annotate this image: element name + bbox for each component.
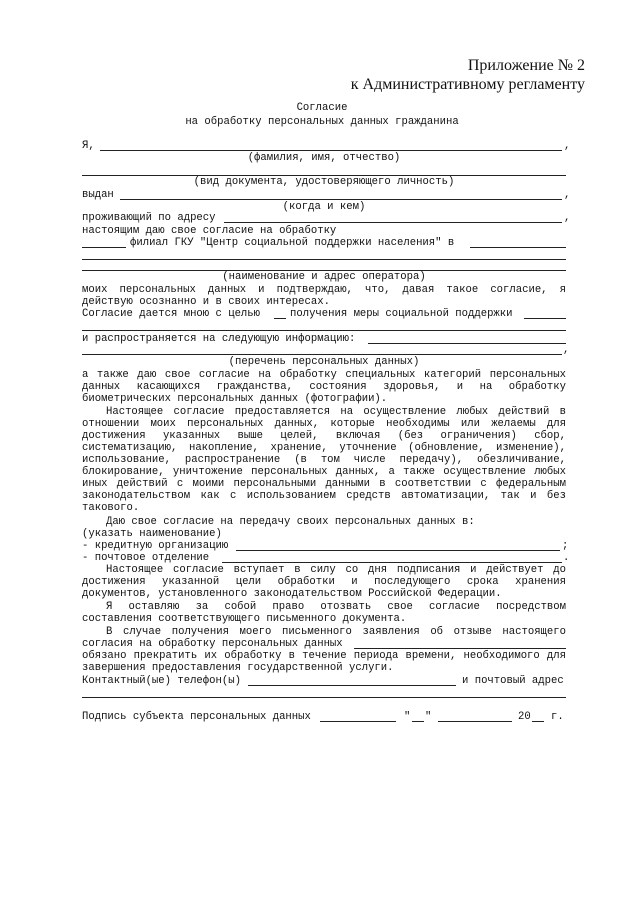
year-suffix: г. [551,711,564,723]
operator-caption: (наименование и адрес оператора) [222,271,426,283]
credit-label: - кредитную организацию [82,540,229,552]
postal-label: и почтовый адрес [462,675,564,687]
consent-paragraph-line-2: действую осознанно и в своих интересах. [82,296,330,308]
postal-address-line[interactable] [82,697,566,698]
distribute-line[interactable] [368,343,566,344]
distribute-label: и распространяется на следующую информацию: [82,333,356,345]
fio-caption: (фамилия, имя, отчество) [247,152,401,164]
credit-semicolon: ; [562,540,569,552]
purpose-label: Согласие дается мною с целью [82,308,261,320]
purpose-line-2[interactable] [82,330,566,331]
revoke-line-1: Я оставляю за собой право отозвать свое согласие посредством [106,601,566,613]
when-caption: (когда и кем) [282,201,366,213]
appendix-number: Приложение № 2 [467,57,585,74]
transfer-line-2: (указать наименование) [82,528,222,540]
i-label: Я, [82,140,95,152]
day-line[interactable] [412,721,424,722]
purpose-blank[interactable] [274,318,286,319]
operator-line-1[interactable] [82,259,566,260]
signature-line[interactable] [320,721,396,722]
distribute-line-2[interactable] [82,354,562,355]
document-title: Согласие [296,102,348,114]
force-line-3: документов, установленного законодательством Российской Федерации. [82,588,502,600]
signature-label: Подпись субъекта персональных данных [82,711,311,723]
withdraw-line-1: В случае получения моего письменного заявления об отзыве настоящего [106,626,566,638]
actions-line-7: иных действий с моими персональными данными в соответствии с федеральным [82,478,566,490]
purpose-line[interactable] [524,318,566,319]
contact-label: Контактный(ые) телефон(ы) [82,675,241,687]
force-line-1: Настоящее согласие вступает в силу со дня подписания и действует до [106,564,566,576]
actions-line-4: систематизацию, накопление, хранение, уточнение (обновление, изменение), [82,442,566,454]
post-period: . [563,552,570,564]
address-comma: , [564,212,571,224]
withdraw-line-4: завершения предоставления государственной услуги. [82,662,394,674]
post-line[interactable] [222,562,562,563]
consent-paragraph-line-1: моих персональных данных и подтверждаю, что, давая такое согласие, я [82,284,566,296]
year-line[interactable] [532,721,544,722]
address-line[interactable] [224,222,562,223]
address-label: проживающий по адресу [82,212,216,224]
issued-line[interactable] [120,199,562,200]
transfer-line-1: Даю свое согласие на передачу своих персональных данных в: [106,516,475,528]
date-quote-open: " [404,711,411,723]
appendix-header [351,56,585,94]
actions-line-6: блокирование, уничтожение персональных данных, а также осуществление любых [82,466,566,478]
appendix-reference: к Административному регламенту [350,76,585,93]
document-caption: (вид документа, удостоверяющего личность) [193,176,455,188]
document-subtitle: на обработку персональных данных гражданина [185,116,459,128]
consent-intro: настоящим даю свое согласие на обработку [82,225,337,237]
withdraw-operator-line[interactable] [354,648,566,649]
issued-comma: , [564,189,571,201]
actions-line-9: такового. [82,502,140,514]
special-line-1: а также даю свое согласие на обработку специальных категорий персональных [82,369,566,381]
branch-prefix-line[interactable] [82,247,126,248]
actions-line-8: законодательством как с использованием средств автоматизации, так и без [82,490,566,502]
purpose-rest: получения меры социальной поддержки [290,308,513,320]
issued-label: выдан [82,189,114,201]
revoke-line-2: составления соответствующего письменного документа. [82,613,407,625]
branch-text: филиал ГКУ "Центр социальной поддержки населения" в [130,237,455,249]
actions-line-5: использование, распространение (в том числе передачу), обезличивание, [82,454,566,466]
actions-line-2: отношении моих персональных данных, которые необходимы или желаемы для [82,418,566,430]
contact-phone-line[interactable] [248,685,456,686]
fio-comma: , [564,140,571,152]
actions-line-1: Настоящее согласие предоставляется на осуществление любых действий в [106,406,566,418]
date-quote-close: " [425,711,432,723]
fio-line[interactable] [100,150,562,151]
distribute-comma: , [563,344,570,356]
actions-line-3: достижения указанных выше целей, включая (без ограничения) сбор, [82,430,566,442]
special-line-3: биометрических персональных данных (фотографии). [82,393,388,405]
special-line-2: данных касающихся гражданства, состояния здоровья, и на обработку [82,381,566,393]
list-caption: (перечень персональных данных) [228,356,420,368]
force-line-2: достижения указанной цели обработки и последующего срока хранения [82,576,566,588]
branch-location-line[interactable] [470,247,566,248]
month-line[interactable] [438,721,512,722]
withdraw-line-2: согласия на обработку персональных данных [82,638,343,650]
year-prefix: 20 [518,711,531,723]
post-label: - почтовое отделение [82,552,210,564]
credit-line[interactable] [236,550,560,551]
withdraw-line-3: обязано прекратить их обработку в течение периода времени, необходимого для [82,650,566,662]
